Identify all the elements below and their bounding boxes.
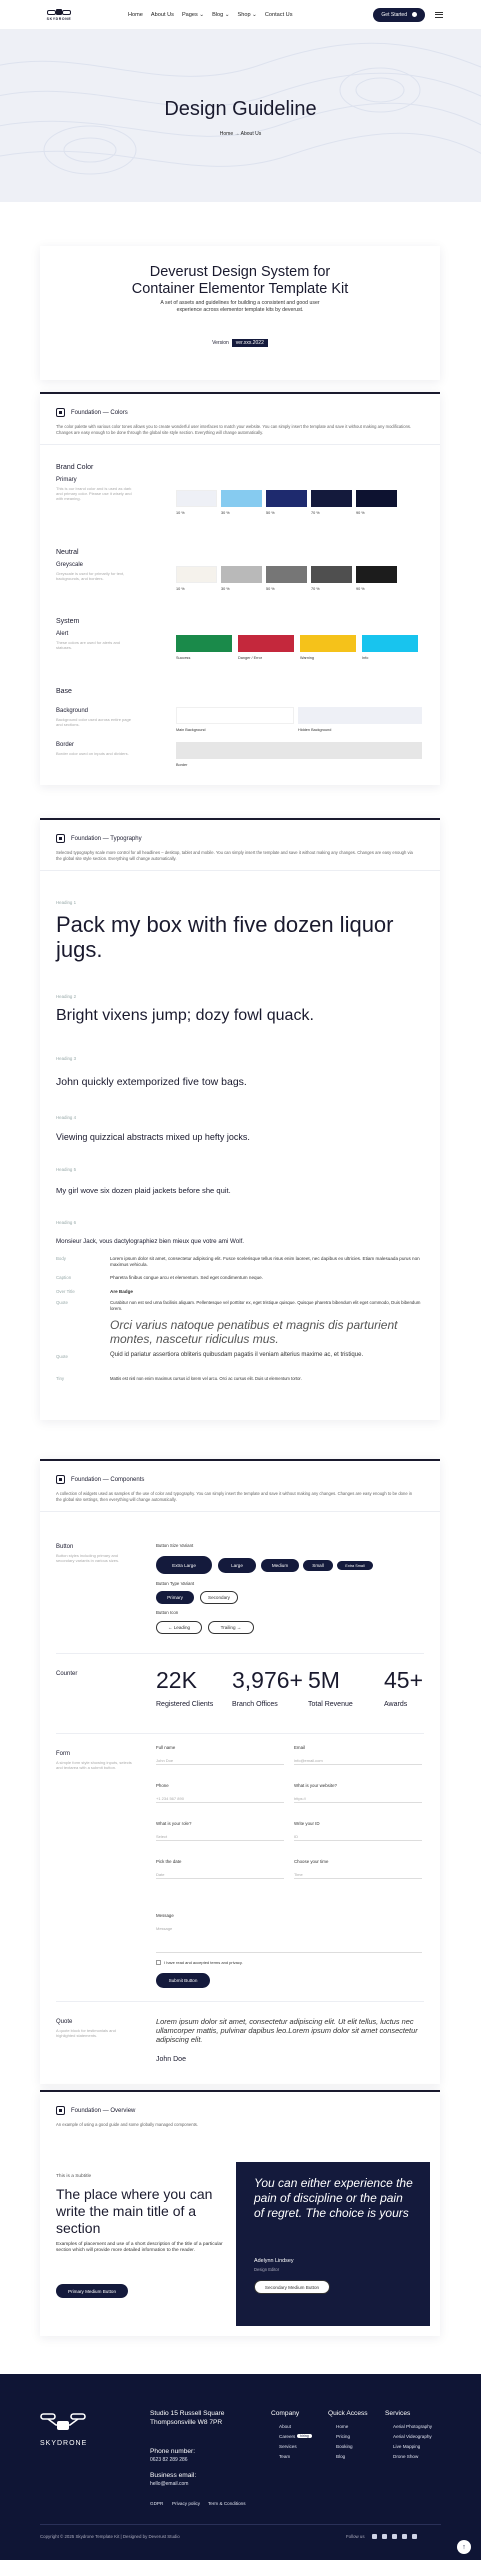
overview-quote: You can either experience the pain of discipline or the pain of regret. The choice is yours [254,2176,413,2220]
border-label: Border [56,742,75,748]
terms-checkbox[interactable] [156,1960,161,1965]
typography-heading [56,834,142,843]
arrow-right-icon: → [235,1625,242,1630]
instagram-icon[interactable] [412,2534,417,2539]
primary-label: Primary [56,477,77,483]
typography-card [40,818,440,1420]
leading-icon-button[interactable] [156,1621,202,1634]
linkedin-icon[interactable] [392,2534,397,2539]
footer-address-2: Thompsonsville W8 7PR [150,2419,223,2426]
greyscale-swatch-label: 90 % [356,587,365,591]
page-title: Design Guideline [164,98,317,120]
h4-label: Heading 4 [56,1115,77,1120]
message-label: Message [156,1913,174,1918]
secondary-medium-label: Secondary Medium Button [264,2284,320,2290]
button-section-label: Button [56,1544,74,1550]
large-label: Large [231,1563,243,1568]
nav-blog[interactable] [212,12,229,18]
footer-quick-title: Quick Access [328,2410,368,2417]
form-field-input[interactable]: Date [156,1867,284,1879]
foundation-icon [56,2106,65,2115]
greyscale-swatch [266,566,307,583]
divider [56,1653,424,1654]
form-section-label: Form [56,1751,70,1757]
terms-checkbox-label: I have read and accepted terms and privacy. [164,1960,243,1965]
overview-card [40,2090,440,2336]
alert-note: These colors are used for alerts and statuses. [56,640,121,650]
facebook-icon[interactable] [372,2534,377,2539]
arrow-up-icon[interactable]: ↑ [457,2540,471,2554]
greyscale-swatch [176,566,217,583]
main-nav [128,12,293,18]
breadcrumb [0,131,481,137]
overview-heading-text: Foundation — Overview [71,2107,136,2114]
main-background-label: Main Background [176,728,206,732]
get-started-label: Get Started [381,11,407,18]
foundation-icon [56,834,65,843]
title-line-1: Deverust Design System for [149,264,331,280]
alert-swatch [300,635,356,652]
twitter-icon[interactable] [382,2534,387,2539]
footer-services-title: Services [385,2410,411,2417]
nav-contact[interactable]: Contact Us [264,11,293,18]
nav-shop[interactable] [238,12,257,18]
footer-privacy-link[interactable]: Privacy policy [172,2501,201,2506]
form-field-label: What is your website? [294,1783,337,1788]
form-field-input[interactable]: https:// [294,1791,422,1803]
footer-company-link[interactable]: Team [279,2454,291,2459]
footer-services-link[interactable]: Live Mapping [393,2444,421,2449]
design-system-title [40,264,440,298]
nav-blog-label: Blog [212,11,224,18]
primary-swatch-label: 90 % [356,511,365,515]
overview-heading [56,2106,135,2115]
primary-swatch-label: 10 % [176,511,185,515]
greyscale-swatch [311,566,352,583]
form-field-label: Phone [156,1783,169,1788]
divider [40,1511,440,1512]
intro-card [40,246,440,380]
breadcrumb-current: About Us [240,131,262,137]
footer-quick-link[interactable]: Blog [336,2454,346,2459]
greyscale-label: Greyscale [56,562,84,568]
version-row [40,340,440,346]
youtube-icon[interactable] [402,2534,407,2539]
form-field-input[interactable]: Time [294,1867,422,1879]
submit-label: Submit Button [168,1978,198,1983]
form-field-label: Pick the date [156,1859,182,1864]
footer-phone[interactable]: 0623 82 289 286 [150,2457,188,2463]
form-field-label: Full name [156,1745,176,1750]
overview-description: An example of using a good guide and some globally managed components. [56,2122,199,2127]
title-line-2: Container Elementor Template Kit [131,281,349,297]
primary-medium-button[interactable] [56,2284,128,2298]
hidden-background-swatch [298,707,422,724]
overview-text: Examples of placement and use of a short description of the title of a particular section which will provide more detailed information to the reader. [56,2242,223,2254]
nav-pages-label: Pages [181,11,198,18]
nav-home[interactable]: Home [128,11,143,18]
trailing-icon-button[interactable] [208,1621,254,1634]
alert-swatch-label: Info [362,656,369,660]
extra-large-label: Extra Large [172,1562,196,1568]
over-title-sample: Are Badge [110,1289,133,1294]
greyscale-swatch-label: 70 % [311,587,320,591]
primary-button-label: Primary [167,1595,183,1600]
h4-sample: Viewing quizzical abstracts mixed up hefty jocks. [56,1132,250,1142]
counter-label: Branch Offices [232,1701,278,1708]
form-field-label: Choose your time [294,1859,329,1864]
alert-swatch [176,635,232,652]
overview-author: Adelynn Lindsey [254,2258,294,2264]
form-field-input[interactable]: ID [294,1829,422,1841]
form-field-input[interactable]: +1 234 567 890 [156,1791,284,1803]
over-title-label: Over Title [56,1289,75,1294]
medium-label: Medium [271,1563,289,1568]
footer-quick-link[interactable]: Pricing [336,2434,351,2439]
secondary-medium-button[interactable] [254,2280,330,2294]
footer-terms-link[interactable]: Term & Conditions [208,2501,246,2506]
foundation-icon [56,1475,65,1484]
primary-medium-label: Primary Medium Button [68,2288,116,2294]
button-icon-label: Button Icon [156,1610,179,1615]
alert-swatch-label: Danger / Error [238,656,263,660]
footer-address-1: Studio 15 Russell Square [150,2410,225,2417]
footer-divider [40,2524,441,2525]
footer-email-label: Business email: [150,2472,197,2479]
primary-swatch [176,490,217,507]
foundation-icon [56,408,65,417]
footer-services-link[interactable]: Drone Show [393,2454,419,2459]
primary-swatch-label: 50 % [266,511,275,515]
button-note: Button styles including primary and secondary variants in various sizes. [56,1553,120,1563]
footer-company-link[interactable]: Services [279,2444,297,2449]
footer-quick-link[interactable]: Home [336,2424,349,2429]
components-description: A collection of widgets used as samples of the use of color and typography. You can simply insert the template and save it without making any changes. Changes are easy enough to be done in the global site settings, then everything will change automatically. [56,1491,413,1502]
overview-author-role: Design Editor [254,2267,280,2272]
counter-value: 5M [308,1667,340,1693]
site-logo[interactable] [44,9,74,21]
type-variant-label: Button Type Variant [156,1581,195,1586]
hiring-badge: hiring [297,2434,312,2438]
h1-label: Heading 1 [56,900,77,905]
caption-label: Caption [56,1275,72,1280]
footer-email[interactable]: hello@email.com [150,2481,189,2487]
secondary-button-label: Secondary [208,1595,230,1600]
message-textarea[interactable] [156,1921,422,1953]
primary-note: This is our brand color and is used as dark and primary color. Please use it wisely and with meaning. [56,486,132,501]
large-button[interactable] [218,1558,256,1573]
counter-label: Total Revenue [308,1701,353,1708]
message-placeholder: Message [156,1926,173,1931]
intro-description: A set of assets and guidelines for building a consistent and good user experience across elementor template kits by deverust. [160,300,320,313]
version-badge: ver.xxx.2022 [232,339,268,347]
divider [56,1733,424,1734]
h2-sample: Bright vixens jump; dozy fowl quack. [56,1007,314,1024]
greyscale-note: Greyscale is used for primarily for text, backgrounds, and borders. [56,571,125,581]
counter-value: 3,976+ [232,1667,303,1693]
chevron-down-icon: ⌄ [199,11,205,18]
nav-about[interactable]: About Us [150,11,174,18]
body-sample: Lorem ipsum dolor sit amet, consectetur adipiscing elit. Fusce scelerisque tellus risus enim laoreet, nec dapibus ex ultricies. Etiam malesuada purus non maximus vehicula. [110,1256,420,1267]
quote-text: Lorem ipsum dolor sit amet, consectetur adipiscing elit. Ut elit tellus, luctus nec ullamcorper mattis, pulvinar dapibus leo.Lorem ipsum dolor sit amet consectetur adipiscing elit. [156,2017,418,2044]
counter-section-label: Counter [56,1671,78,1677]
form-field-label: What is your role? [156,1821,192,1826]
page-hero [0,30,481,202]
chevron-down-icon: ⌄ [224,11,230,18]
brand-color-title: Brand Color [56,464,94,471]
footer-follow-label: Follow us [346,2534,365,2539]
caption-sample: Pharetra finibus congue arcu et elementum. Sed eget condimentum neque. [110,1275,263,1280]
alert-swatch [238,635,294,652]
counter-label: Registered Clients [156,1701,214,1708]
site-header [0,0,481,30]
colors-heading [56,408,128,417]
footer-company-title: Company [271,2410,300,2417]
colors-heading-text: Foundation — Colors [71,409,128,416]
quote-small-label: Quote [56,1354,68,1359]
primary-swatch [356,490,397,507]
size-variant-label: Button Size Variant [156,1543,194,1548]
greyscale-swatch [221,566,262,583]
main-background-swatch [176,707,294,724]
colors-card [40,392,440,785]
hidden-background-label: Hidden Background [298,728,332,732]
primary-button[interactable] [156,1591,194,1604]
h5-label: Heading 5 [56,1167,77,1172]
counter-label: Awards [384,1701,408,1708]
primary-swatch-label: 30 % [221,511,230,515]
footer-copyright: Copyright © 2025 Skydrone Template Kit | Designed by Deverust Studio [40,2534,180,2539]
quote-small-sample: Quid id pariatur assertiora obliteris quibusdam pagatis il veniam alterius maxime ac, et tristique. [110,1352,364,1358]
site-footer [0,2374,481,2560]
overview-subtitle: This is a Subtitle [56,2174,92,2179]
footer-company-link[interactable]: About [279,2424,292,2429]
typography-heading-text: Foundation — Typography [71,835,142,842]
border-swatch [176,742,422,759]
h3-label: Heading 3 [56,1056,77,1061]
drone-logo-icon [47,9,71,16]
footer-company-link[interactable]: Careers [279,2434,296,2439]
get-started-button[interactable] [373,8,425,22]
form-field-label: Email [294,1745,305,1750]
footer-drone-logo-icon[interactable] [40,2412,86,2434]
tiny-label: Tiny [56,1376,65,1381]
form-field-input[interactable]: John Doe [156,1753,284,1765]
quote-panel [236,2162,430,2326]
alert-label: Alert [56,631,69,637]
alert-swatch-label: Success [176,656,191,660]
divider [56,2001,424,2002]
body-label: Body [56,1256,67,1261]
arrow-right-icon [412,12,417,17]
border-note: Border color used on inputs and dividers. [56,751,129,756]
primary-swatch [266,490,307,507]
components-card [40,1459,440,2084]
secondary-button[interactable] [200,1591,238,1604]
footer-phone-label: Phone number: [150,2448,196,2455]
h6-sample: Monsieur Jack, vous dactylographiez bien mieux que votre ami Wolf. [56,1238,245,1245]
alert-swatch-label: Warning [300,656,314,660]
logo-text: SKYDRONE [46,16,72,21]
border-swatch-label: Border [176,763,188,767]
colors-description: The color palette with various color tones allows you to create wonderful user interfaces to match your website. You can simply insert the template and save it without making any modifications. Changes are easy enough to be done through the global site style section. Everything will change automatically. [56,424,412,435]
medium-button[interactable] [261,1559,299,1572]
large-quote-sample: Orci varius natoque penatibus et magnis dis parturient montes, nascetur ridiculus mus. [110,1318,398,1346]
overview-title: The place where you can write the main title of a section [56,2186,213,2236]
greyscale-swatch-label: 50 % [266,587,275,591]
h1-sample: Pack my box with five dozen liquor jugs. [56,912,394,962]
greyscale-swatch [356,566,397,583]
greyscale-swatch-label: 10 % [176,587,185,591]
form-field-label: Write your ID [294,1821,320,1826]
form-note: A simple form style showing inputs, selects and textarea with a submit button. [56,1760,132,1770]
version-label: Version [212,340,229,346]
divider [40,444,440,445]
quote-sample: Curabitur non est sed urna facilisis aliquam. Pellentesque vel porttitor ex, eget tristique quisque. Quisque pharetra bibendum elit eget commodo, Duis bibendum lorem. [110,1300,421,1311]
extra-large-button[interactable] [156,1556,212,1574]
h5-sample: My girl wove six dozen plaid jackets before she quit. [56,1186,231,1195]
components-heading-text: Foundation — Components [71,1476,145,1483]
background-label: Background [56,708,89,714]
counter-value: 45+ [384,1667,424,1693]
alert-swatch [362,635,418,652]
primary-swatch [311,490,352,507]
typography-description: Selected typography scale more control for all headlines – desktop, tablet and mobile. You can simply insert the template and save it without making any changes. Changes are easy enough via the global site style section. Everything will change automatically. [56,850,413,861]
system-title: System [56,618,80,625]
breadcrumb-separator: → [234,131,240,137]
breadcrumb-home[interactable]: Home [219,131,234,137]
nav-pages[interactable] [182,12,204,18]
quote-section-label: Quote [56,2019,73,2025]
footer-quick-link[interactable]: Booking [336,2444,353,2449]
footer-services-link[interactable]: Aerial Photography [393,2424,433,2429]
form-field-input[interactable]: Select [156,1829,284,1841]
extra-small-label: Extra Small [345,1563,365,1568]
h6-label: Heading 6 [56,1220,77,1225]
quote-label: Quote [56,1300,68,1305]
submit-button[interactable] [156,1973,210,1988]
footer-services-link[interactable]: Aerial Videography [393,2434,432,2439]
chevron-down-icon: ⌄ [252,11,257,18]
neutral-title: Neutral [56,549,79,556]
primary-swatch-label: 70 % [311,511,320,515]
quote-note: A quote block for testimonials and highlighted statements. [56,2028,116,2038]
nav-shop-label: Shop [237,11,251,18]
menu-icon[interactable] [435,12,443,18]
tiny-sample: Mattis est nisl non enim maximus cursus id lorem vel arcu. Orci ac cursus elit. Duis ut elementum tortor. [110,1376,302,1381]
extra-small-button[interactable] [337,1561,373,1570]
leading-label: Leading [173,1625,191,1630]
trailing-label: Trailing [220,1625,236,1630]
footer-gdpr-link[interactable]: GDPR [150,2501,164,2506]
footer-logo-text: SKYDRONE [40,2440,88,2447]
arrow-left-icon: ← [167,1625,174,1630]
counter-value: 22K [156,1667,197,1693]
primary-swatch [221,490,262,507]
background-note: Background color used across entire page and sections. [56,717,131,727]
components-heading [56,1475,144,1484]
h2-label: Heading 2 [56,994,77,999]
base-title: Base [56,688,72,695]
divider [40,870,440,871]
greyscale-swatch-label: 30 % [221,587,230,591]
h3-sample: John quickly extemporized five tow bags. [56,1076,247,1088]
small-button[interactable] [303,1560,333,1571]
quote-author: John Doe [156,2056,186,2063]
small-label: Small [312,1563,324,1568]
form-field-input[interactable]: info@email.com [294,1753,422,1765]
